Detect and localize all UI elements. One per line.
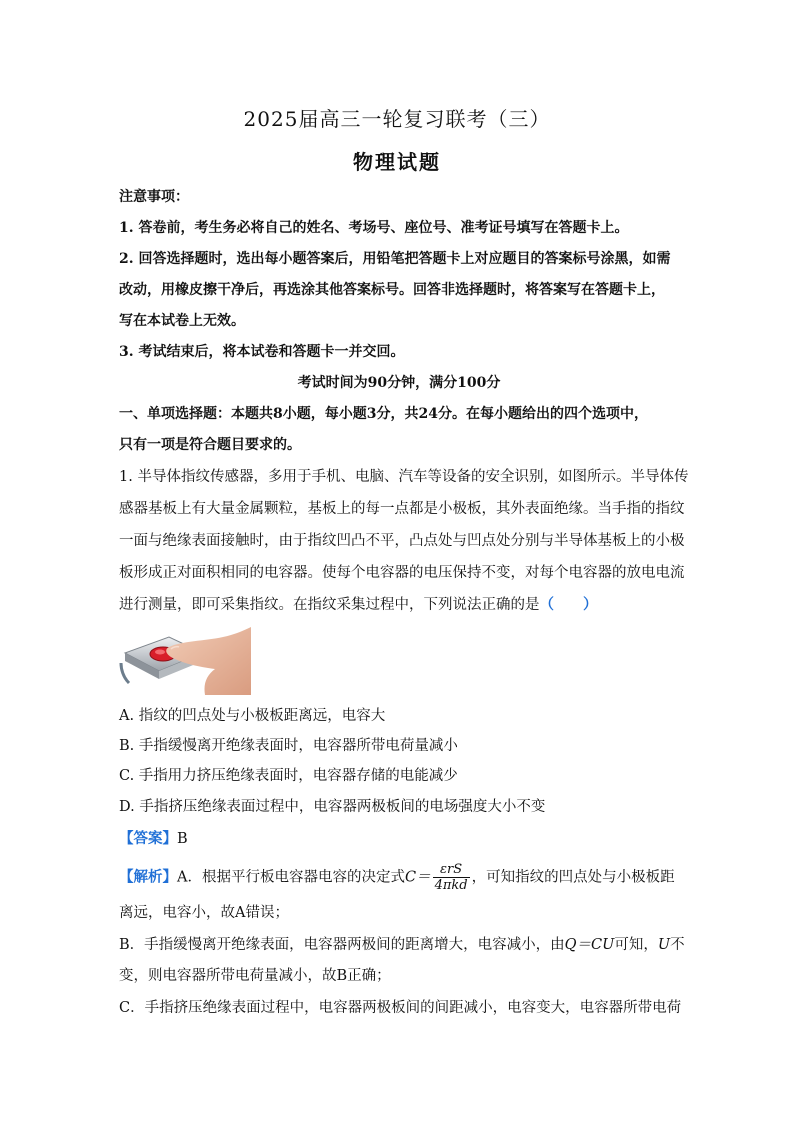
option-d: D. 手指挤压绝缘表面过程中，电容器两极板间的电场强度大小不变 — [119, 799, 546, 815]
option-b: B. 手指缓慢离开绝缘表面时，电容器所带电荷量减小 — [119, 738, 458, 754]
analysis-b-text-post: 不 — [670, 937, 685, 953]
section-heading-line-1: 一、单项选择题：本题共8小题，每小题3分，共24分。在每小题给出的四个选项中， — [119, 406, 648, 422]
notice-item-1: 1. 答卷前，考生务必将自己的姓名、考场号、座位号、准考证号填写在答题卡上。 — [119, 220, 629, 236]
notice-heading: 注意事项： — [119, 189, 189, 205]
exam-title: 2025届高三一轮复习联考（三） — [243, 107, 551, 131]
answer-value: B — [177, 831, 188, 847]
exam-subject: 物理试题 — [353, 150, 441, 174]
exam-time-info: 考试时间为90分钟，满分100分 — [297, 375, 501, 391]
analysis-b-text-pre: B．手指缓慢离开绝缘表面，电容器两极间的距离增大，电容减小，由 — [119, 937, 565, 953]
question-1-line-4: 板形成正对面积相同的电容器。使每个电容器的电压保持不变，对每个电容器的放电电流 — [119, 565, 685, 581]
question-1-line-5 — [119, 595, 679, 615]
question-1-line-3: 一面与绝缘表面接触时，由于指纹凹凸不平，凸点处与凹点处分别与半导体基板上的小极 — [119, 533, 685, 549]
question-1-line-1: 1. 半导体指纹传感器，多用于手机、电脑、汽车等设备的安全识别，如图所示。半导体传 — [119, 469, 689, 485]
notice-item-2-line-3: 写在本试卷上无效。 — [119, 313, 245, 329]
fingerprint-sensor-figure — [119, 623, 251, 695]
analysis-b-text-mid: 可知， — [614, 937, 658, 953]
notice-item-2-line-1: 2. 回答选择题时，选出每小题答案后，用铅笔把答题卡上对应题目的答案标号涂黑，如需 — [119, 251, 671, 267]
analysis-a-line-1 — [119, 862, 679, 893]
option-c: C. 手指用力挤压绝缘表面时，电容器存储的电能减少 — [119, 768, 458, 784]
charge-formula: Q＝CU — [564, 937, 615, 953]
analysis-c-line-1: C．手指挤压绝缘表面过程中，电容器两极板间的间距减小，电容变大，电容器所带电荷 — [119, 1000, 682, 1016]
voltage-variable: U — [657, 937, 671, 953]
question-1-line-5-text: 进行测量，即可采集指纹。在指纹采集过程中，下列说法正确的是 — [119, 597, 540, 613]
analysis-a-text-post: ，可知指纹的凹点处与小极板距 — [471, 869, 675, 886]
formula-numerator: εrS — [433, 862, 470, 878]
capacitance-formula-fraction — [433, 862, 470, 893]
answer-label: 【答案】 — [119, 830, 177, 847]
analysis-label: 【解析】 — [119, 868, 177, 886]
section-heading-line-2: 只有一项是符合题目要求的。 — [119, 437, 301, 453]
answer-bracket: （ ） — [539, 596, 598, 613]
question-1-line-2: 感器基板上有大量金属颗粒，基板上的每一点都是小极板，其外表面绝缘。当手指的指纹 — [119, 501, 685, 517]
notice-item-2-line-2: 改动，用橡皮擦干净后，再选涂其他答案标号。回答非选择题时，将答案写在答题卡上， — [119, 282, 665, 298]
usb-cable-icon — [121, 663, 129, 683]
analysis-a-line-2: 离远，电容小，故A错误； — [119, 905, 289, 921]
capacitance-formula-lhs: C＝ — [404, 869, 431, 886]
analysis-b-line-2: 变，则电容器所带电荷量减小，故B正确； — [119, 968, 391, 984]
formula-denominator: 4πkd — [434, 878, 468, 893]
notice-item-3: 3. 考试结束后，将本试卷和答题卡一并交回。 — [119, 344, 405, 360]
answer-line — [119, 829, 679, 849]
analysis-a-text-pre: A．根据平行板电容器电容的决定式 — [177, 869, 405, 886]
option-a: A. 指纹的凹点处与小极板距离远，电容大 — [119, 708, 386, 724]
analysis-b-line-1 — [119, 935, 685, 955]
